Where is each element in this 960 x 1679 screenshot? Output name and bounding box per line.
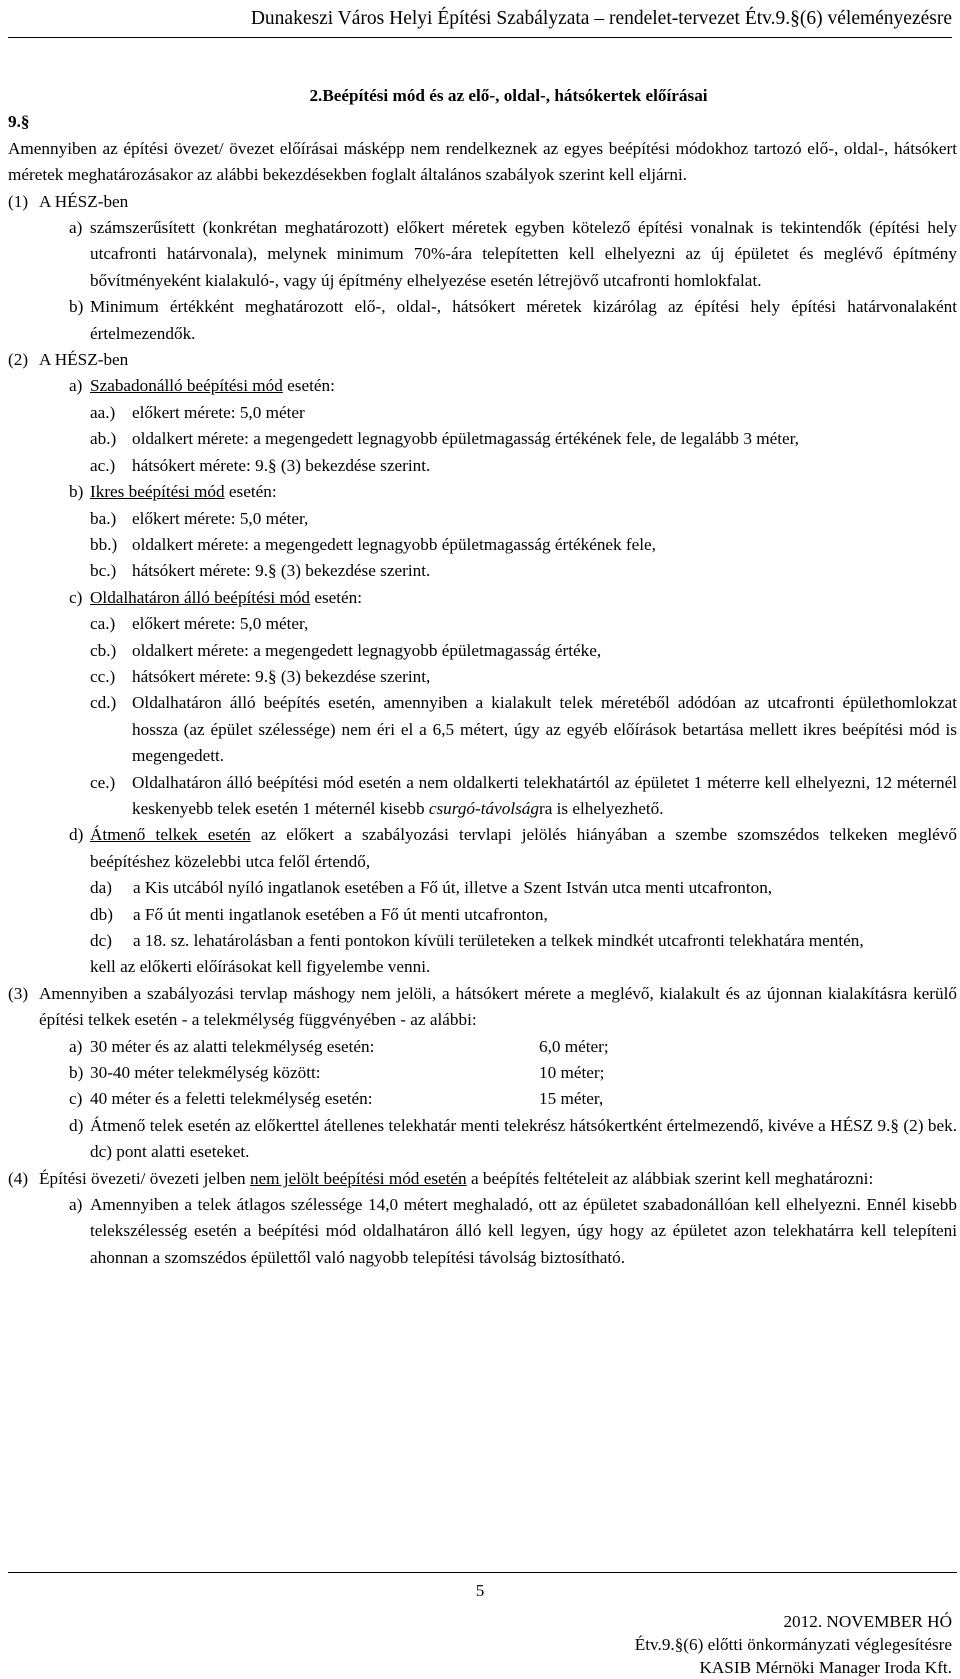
item-label: d) <box>69 825 84 845</box>
section-number: 9.§ <box>8 112 30 132</box>
item-text: az előkert a szabályozási tervlapi jelölés hiányában a szembe szomszédos telkeken meglévő beépítéshez közelebbi utca felől értendő, <box>90 825 957 871</box>
item-text: Minimum értékként meghatározott elő-, oldal-, hátsókert méretek kizárólag az építési hely építési határvonalaként értelmezendők. <box>90 297 957 343</box>
page-header-title: Dunakeszi Város Helyi Építési Szabályzata – rendelet-tervezet Étv.9.§(6) véleményezésre <box>8 4 952 38</box>
item-text: hátsókert mérete: 9.§ (3) bekezdése szerint. <box>132 455 431 475</box>
document-body <box>8 83 957 1271</box>
item-label: ab.) <box>90 429 117 449</box>
item-text: oldalkert mérete: a megengedett legnagyobb épületmagasság értékének fele, <box>132 534 656 554</box>
item-text: esetén: <box>310 587 363 607</box>
paragraph-2 <box>8 347 957 373</box>
item-label: bb.) <box>90 534 118 554</box>
list-item <box>8 215 957 294</box>
item-text: Átmenő telek esetén az előkerttel átellenes telekhatár menti telekrész hátsókertként értelmezendő, kivéve a HÉSZ 9.§ (2) bek. dc) pont alatti eseteket. <box>90 1115 957 1162</box>
underlined-term: Átmenő telkek esetén <box>90 825 251 845</box>
item-label: aa.) <box>90 402 116 422</box>
item-text: Oldalhatáron álló beépítési mód esetén a nem oldalkerti telekhatártól az épületet 1 méterre kell elhelyezni, 12 méternél keskenyebb telek esetén 1 méternél kisebb <box>132 772 957 818</box>
list-item <box>8 928 957 954</box>
item-label: a) <box>69 376 83 396</box>
item-text: előkert mérete: 5,0 méter <box>132 402 305 422</box>
item-text: előkert mérete: 5,0 méter, <box>132 614 309 634</box>
italic-term: csurgó-távolság <box>428 798 539 818</box>
item-label: cc.) <box>90 666 116 686</box>
paragraph-text-end: a beépítés feltételeit az alábbiak szerint kell meghatározni: <box>466 1168 874 1188</box>
item-label: c) <box>69 587 83 607</box>
list-item <box>8 373 957 399</box>
list-item <box>8 664 957 690</box>
item-label: b) <box>69 482 84 502</box>
item-label: a) <box>69 218 83 238</box>
item-closing-text: kell az előkerti előírásokat kell figyelembe venni. <box>90 957 431 977</box>
list-item <box>8 453 957 479</box>
underlined-term: nem jelölt beépítési mód esetén <box>249 1168 467 1188</box>
paragraph-number: (2) <box>8 350 29 370</box>
item-label: b) <box>69 1063 84 1083</box>
list-item <box>8 902 957 928</box>
list-item <box>8 875 957 901</box>
underlined-term: Ikres beépítési mód <box>90 482 225 502</box>
footer-date: 2012. NOVEMBER HÓ <box>783 1612 952 1631</box>
list-item <box>8 400 957 426</box>
page-footer <box>635 1610 952 1679</box>
item-text: oldalkert mérete: a megengedett legnagyobb épületmagasság értékének fele, de legalább 3 méter, <box>132 429 799 449</box>
item-text: hátsókert mérete: 9.§ (3) bekezdése szerint. <box>132 561 431 581</box>
item-label: cd.) <box>90 693 117 713</box>
paragraph-text: Építési övezeti/ övezeti jelben <box>39 1168 250 1188</box>
item-label: b) <box>69 297 84 317</box>
item-label: da) <box>90 878 112 898</box>
footer-divider <box>8 1572 957 1573</box>
item-text-end: ra is elhelyezhető. <box>538 798 664 818</box>
item-value: 6,0 méter; <box>539 1036 609 1056</box>
paragraph-number: (1) <box>8 191 29 211</box>
item-label: ac.) <box>90 455 116 475</box>
paragraph-lead: A HÉSZ-ben <box>39 191 129 211</box>
item-label: dc) <box>90 931 112 950</box>
item-value: 15 méter, <box>539 1089 604 1109</box>
paragraph-4 <box>8 1166 957 1192</box>
list-item <box>8 558 957 584</box>
underlined-term: Szabadonálló beépítési mód <box>90 376 283 396</box>
item-text: a 18. sz. lehatárolásban a fenti pontokon kívüli területeken a telkek mindkét utcafronti telekhatára mentén, <box>133 931 864 950</box>
list-item <box>8 426 957 452</box>
list-item <box>8 1034 957 1060</box>
section-title: 2.Beépítési mód és az elő-, oldal-, hátsókertek előírásai <box>309 86 708 105</box>
list-item <box>8 532 957 558</box>
underlined-term: Oldalhatáron álló beépítési mód <box>90 587 311 607</box>
list-item <box>8 770 957 823</box>
item-text: számszerűsített (konkrétan meghatározott) előkert méretek egyben kötelező építési vonalnak is tekintendők (építési hely utcafronti határvonala), melynek minimum 70%-ára telepítetten kell elhelyezni az új épületet és meglévő építmény bővítményeként kialakuló-, vagy új építmény elhelyezése esetén létrejövő utcafronti homlokfalat. <box>90 218 957 290</box>
list-item <box>8 822 957 875</box>
paragraph-lead: A HÉSZ-ben <box>39 350 129 370</box>
paragraph-text: Amennyiben a szabályozási tervlap máshogy nem jelöli, a hátsókert mérete a meglévő, kialakult és az újonnan kialakításra kerülő építési telkek esetén - a telekmélység függvényében - az alábbi: <box>39 983 957 1030</box>
paragraph-3 <box>8 981 957 1034</box>
list-item <box>8 479 957 505</box>
item-text: a Fő út menti ingatlanok esetében a Fő út menti utcafronton, <box>133 904 548 924</box>
footer-status: Étv.9.§(6) előtti önkormányzati véglegesítésre <box>634 1635 952 1654</box>
item-text: esetén: <box>224 482 277 502</box>
list-item <box>8 690 957 769</box>
list-item <box>8 294 957 347</box>
list-item <box>8 1086 957 1112</box>
item-label: ca.) <box>90 614 116 634</box>
item-text: Amennyiben a telek átlagos szélessége 14,0 métert meghaladó, ott az épületet szabadonállóan kell elhelyezni. Ennél kisebb telekszélesség esetén a beépítési mód oldalhatáron álló kell legyen, úgy hogy az épületet azon telekhatárra kell telepíteni ahonnan a szomszédos épülettől való nagyobb telepítési távolság biztosítható. <box>90 1195 957 1267</box>
list-item <box>8 638 957 664</box>
item-label: a) <box>69 1036 83 1056</box>
item-label: c) <box>69 1089 83 1109</box>
item-label: d) <box>69 1115 84 1135</box>
item-label: ba.) <box>90 508 117 528</box>
list-item <box>8 1113 957 1166</box>
item-text: oldalkert mérete: a megengedett legnagyobb épületmagasság értéke, <box>132 640 602 660</box>
section-intro: Amennyiben az építési övezet/ övezet előírásai másképp nem rendelkeznek az egyes beépítési módokhoz tartozó elő-, oldal-, hátsókert méretek meghatározásakor az alábbi bekezdésekben foglalt általános szabályok szerint kell eljárni. <box>8 138 957 185</box>
item-text: Oldalhatáron álló beépítés esetén, amennyiben a kialakult telek méretéből adódóan az utcafronti épülethomlokzat hossza (az épület szélessége) nem éri el a 6,5 métert, úgy az egyéb előírások betartása mellett ikres beépítési mód is megengedett. <box>132 693 957 766</box>
list-item <box>8 585 957 611</box>
paragraph-1 <box>8 189 957 215</box>
item-label: cb.) <box>90 640 117 660</box>
footer-company: KASIB Mérnöki Manager Iroda Kft. <box>699 1658 952 1677</box>
page-number: 5 <box>475 1581 485 1600</box>
item-value: 10 méter; <box>539 1063 605 1083</box>
item-label: db) <box>90 904 113 924</box>
list-item <box>8 506 957 532</box>
item-label: ce.) <box>90 772 116 792</box>
item-label: bc.) <box>90 561 117 581</box>
paragraph-number: (4) <box>8 1168 29 1188</box>
item-text: hátsókert mérete: 9.§ (3) bekezdése szerint, <box>132 666 431 686</box>
item-text: 40 méter és a feletti telekmélység esetén: <box>90 1089 373 1109</box>
item-text: 30 méter és az alatti telekmélység esetén: <box>90 1036 375 1056</box>
item-text: a Kis utcából nyíló ingatlanok esetében a Fő út, illetve a Szent István utca menti utcafronton, <box>133 878 773 898</box>
paragraph-number: (3) <box>8 983 29 1003</box>
list-item <box>8 1192 957 1271</box>
item-text: esetén: <box>282 376 335 396</box>
item-text: előkert mérete: 5,0 méter, <box>132 508 309 528</box>
list-item <box>8 611 957 637</box>
list-item <box>8 1060 957 1086</box>
item-label: a) <box>69 1195 83 1215</box>
item-text: 30-40 méter telekmélység között: <box>90 1063 321 1083</box>
